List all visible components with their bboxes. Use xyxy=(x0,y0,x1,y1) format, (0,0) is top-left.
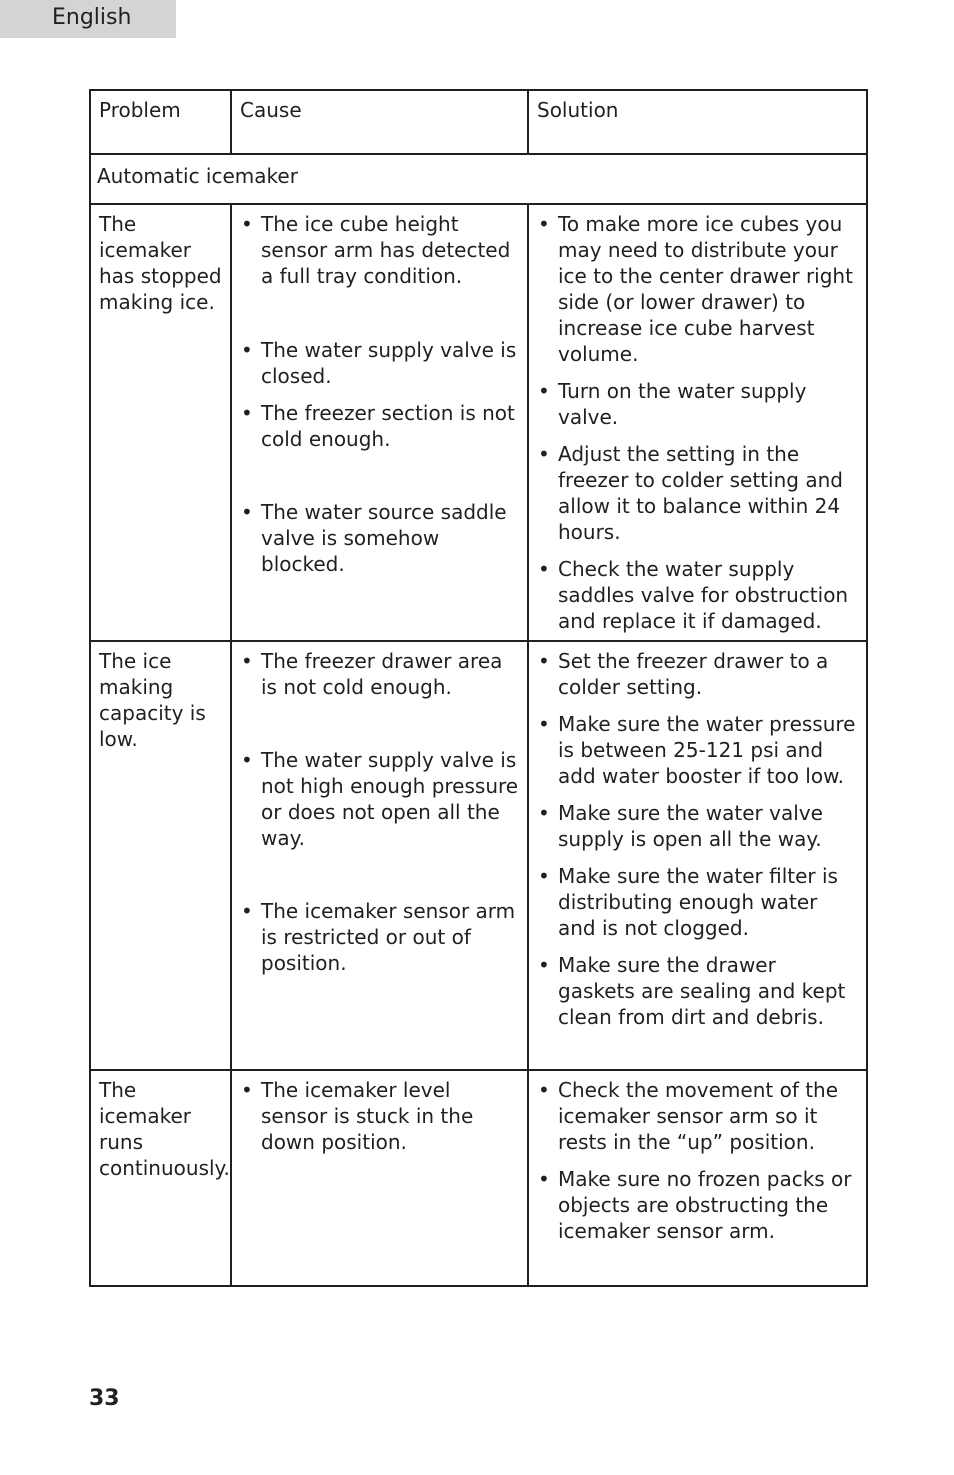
solution-cell xyxy=(528,641,867,1070)
section-title: Automatic icemaker xyxy=(90,154,867,204)
cause-cell xyxy=(231,204,528,641)
cause-item: • The freezer drawer area is not cold enough. xyxy=(240,648,519,700)
solution-item: • Turn on the water supply valve. xyxy=(537,378,858,430)
cause-cell xyxy=(231,1070,528,1286)
cause-list xyxy=(240,648,519,976)
solution-item: • Set the freezer drawer to a colder setting. xyxy=(537,648,858,700)
table-row xyxy=(90,204,867,641)
header-problem: Problem xyxy=(90,90,231,154)
language-label: English xyxy=(52,5,132,30)
troubleshooting-table xyxy=(89,89,868,1287)
solution-item: • Make sure no frozen packs or objects are obstructing the icemaker sensor arm. xyxy=(537,1166,858,1244)
solution-list xyxy=(537,648,858,1030)
solution-item: • Check the movement of the icemaker sensor arm so it rests in the “up” position. xyxy=(537,1077,858,1155)
page-number: 33 xyxy=(89,1386,120,1411)
cause-item: • The water supply valve is closed. xyxy=(240,337,519,389)
cause-item: • The water supply valve is not high enough pressure or does not open all the way. xyxy=(240,747,519,851)
solution-cell xyxy=(528,204,867,641)
cause-item: • The icemaker sensor arm is restricted or out of position. xyxy=(240,898,519,976)
table-row xyxy=(90,1070,867,1286)
language-tab xyxy=(0,0,176,38)
cause-item: • The freezer section is not cold enough. xyxy=(240,400,519,452)
solution-cell xyxy=(528,1070,867,1286)
solution-item: • Make sure the drawer gaskets are sealing and kept clean from dirt and debris. xyxy=(537,952,858,1030)
solution-item: • Make sure the water filter is distributing enough water and is not clogged. xyxy=(537,863,858,941)
solution-item: • Make sure the water valve supply is open all the way. xyxy=(537,800,858,852)
problem-cell: The ice making capacity is low. xyxy=(90,641,231,1070)
section-row xyxy=(90,154,867,204)
header-cause: Cause xyxy=(231,90,528,154)
cause-item: • The water source saddle valve is somehow blocked. xyxy=(240,499,519,577)
table-row xyxy=(90,641,867,1070)
problem-cell: The icemaker has stopped making ice. xyxy=(90,204,231,641)
cause-list xyxy=(240,211,519,577)
solution-list xyxy=(537,211,858,634)
problem-cell: The icemaker runs continuously. xyxy=(90,1070,231,1286)
cause-list xyxy=(240,1077,519,1155)
cause-item: • The icemaker level sensor is stuck in the down position. xyxy=(240,1077,519,1155)
solution-item: • Check the water supply saddles valve for obstruction and replace it if damaged. xyxy=(537,556,858,634)
table-header-row xyxy=(90,90,867,154)
header-solution: Solution xyxy=(528,90,867,154)
solution-item: • Make sure the water pressure is between 25-121 psi and add water booster if too low. xyxy=(537,711,858,789)
solution-item: • Adjust the setting in the freezer to colder setting and allow it to balance within 24 hours. xyxy=(537,441,858,545)
cause-item: • The ice cube height sensor arm has detected a full tray condition. xyxy=(240,211,519,289)
solution-list xyxy=(537,1077,858,1244)
cause-cell xyxy=(231,641,528,1070)
solution-item: • To make more ice cubes you may need to distribute your ice to the center drawer right side (or lower drawer) to increase ice cube harvest volume. xyxy=(537,211,858,367)
